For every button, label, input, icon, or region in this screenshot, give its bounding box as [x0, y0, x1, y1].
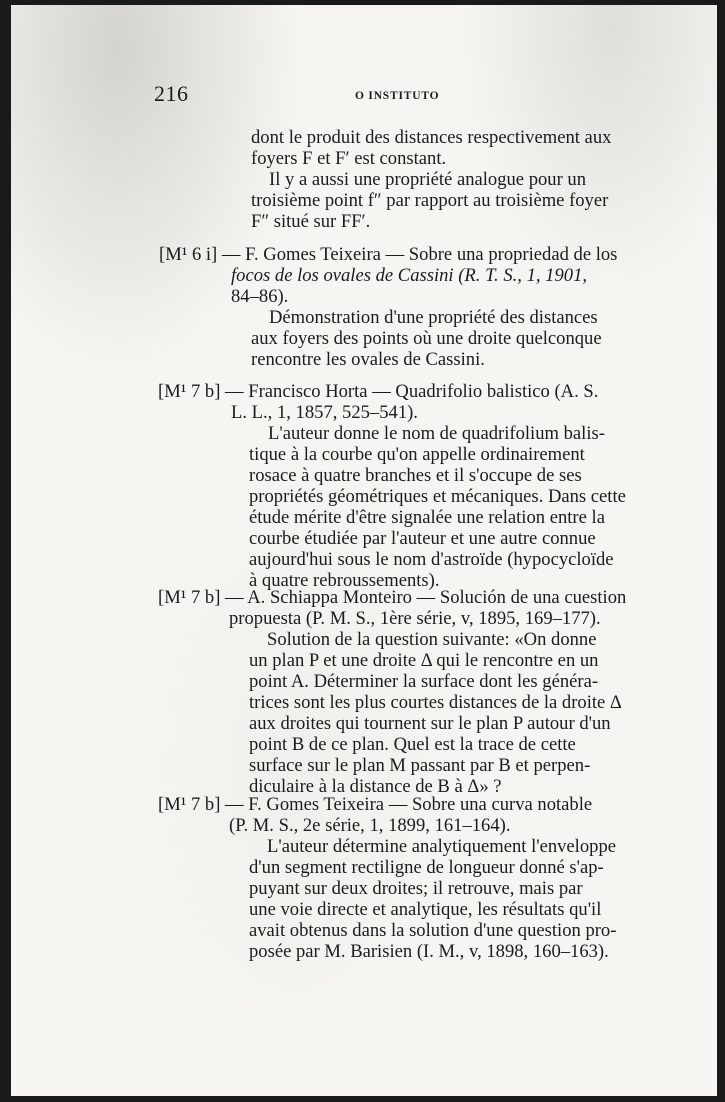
text-line: troisième point f″ par rapport au troisième foyer: [251, 190, 609, 211]
text-line: Il y a aussi une propriété analogue pour un: [269, 169, 587, 190]
text-line: foyers F et F′ est constant.: [251, 148, 447, 169]
entry-heading-line: [M¹ 7 b] — A. Schiappa Monteiro — Solución de una cuestion: [158, 587, 627, 608]
text-line: tique à la courbe qu'on appelle ordinairement: [249, 444, 585, 465]
text-line: diculaire à la distance de B à Δ» ?: [249, 776, 502, 797]
text-line: étude mérite d'être signalée une relation entre la: [249, 507, 605, 528]
text-line: point B de ce plan. Quel est la trace de cette: [249, 734, 576, 755]
text-line: avait obtenus dans la solution d'une question pro-: [249, 920, 617, 941]
entry-heading-line: focos de los ovales de Cassini (R. T. S., 1, 1901,: [231, 265, 588, 286]
text-line: Démonstration d'une propriété des distances: [269, 307, 598, 328]
entry-heading-line: L. L., 1, 1857, 525–541).: [231, 402, 418, 423]
text-line: à quatre rebroussements).: [249, 570, 440, 591]
text-line: un plan P et une droite Δ qui le rencontre en un: [249, 650, 599, 671]
text-line: rencontre les ovales de Cassini.: [251, 349, 485, 370]
text-line: trices sont les plus courtes distances de la droite Δ: [249, 692, 622, 713]
text-line: point A. Déterminer la surface dont les généra-: [249, 671, 599, 692]
entry-heading-line: 84–86).: [231, 286, 289, 307]
entry-heading-line: [M¹ 7 b] — Francisco Horta — Quadrifolio balistico (A. S.: [158, 381, 599, 402]
entry-heading-line: (P. M. S., 2e série, 1, 1899, 161–164).: [229, 815, 511, 836]
text-line: posée par M. Barisien (I. M., v, 1898, 160–163).: [249, 941, 609, 962]
text-line: dont le produit des distances respectivement aux: [251, 127, 612, 148]
entry-heading-line: [M¹ 7 b] — F. Gomes Teixeira — Sobre una curva notable: [158, 794, 593, 815]
text-line: courbe étudiée par l'auteur et une autre connue: [249, 528, 596, 549]
text-line: Solution de la question suivante: «On donne: [267, 629, 597, 650]
text-line: aux foyers des points où une droite quelconque: [251, 328, 602, 349]
scanned-page: [11, 5, 717, 1096]
entry-heading-line: [M¹ 6 i] — F. Gomes Teixeira — Sobre una propriedad de los: [159, 244, 618, 265]
running-title: O INSTITUTO: [355, 90, 440, 102]
text-line: F″ situé sur FF′.: [251, 211, 371, 232]
text-line: puyant sur deux droites; il retrouve, mais par: [249, 878, 583, 899]
entry-heading-line: propuesta (P. M. S., 1ère série, v, 1895, 169–177).: [229, 608, 601, 629]
text-line: surface sur le plan M passant par B et perpen-: [249, 755, 591, 776]
text-line: d'un segment rectiligne de longueur donné s'ap-: [249, 857, 604, 878]
text-line: L'auteur détermine analytiquement l'enveloppe: [267, 836, 616, 857]
page-number: 216: [154, 81, 189, 106]
text-line: aujourd'hui sous le nom d'astroïde (hypocycloïde: [249, 549, 614, 570]
text-line: L'auteur donne le nom de quadrifolium balis-: [268, 423, 605, 444]
text-line: une voie directe et analytique, les résultats qu'il: [249, 899, 602, 920]
text-line: aux droites qui tournent sur le plan P autour d'un: [249, 713, 611, 734]
text-line: rosace à quatre branches et il s'occupe de ses: [249, 465, 582, 486]
text-line: propriétés géométriques et mécaniques. Dans cette: [249, 486, 626, 507]
